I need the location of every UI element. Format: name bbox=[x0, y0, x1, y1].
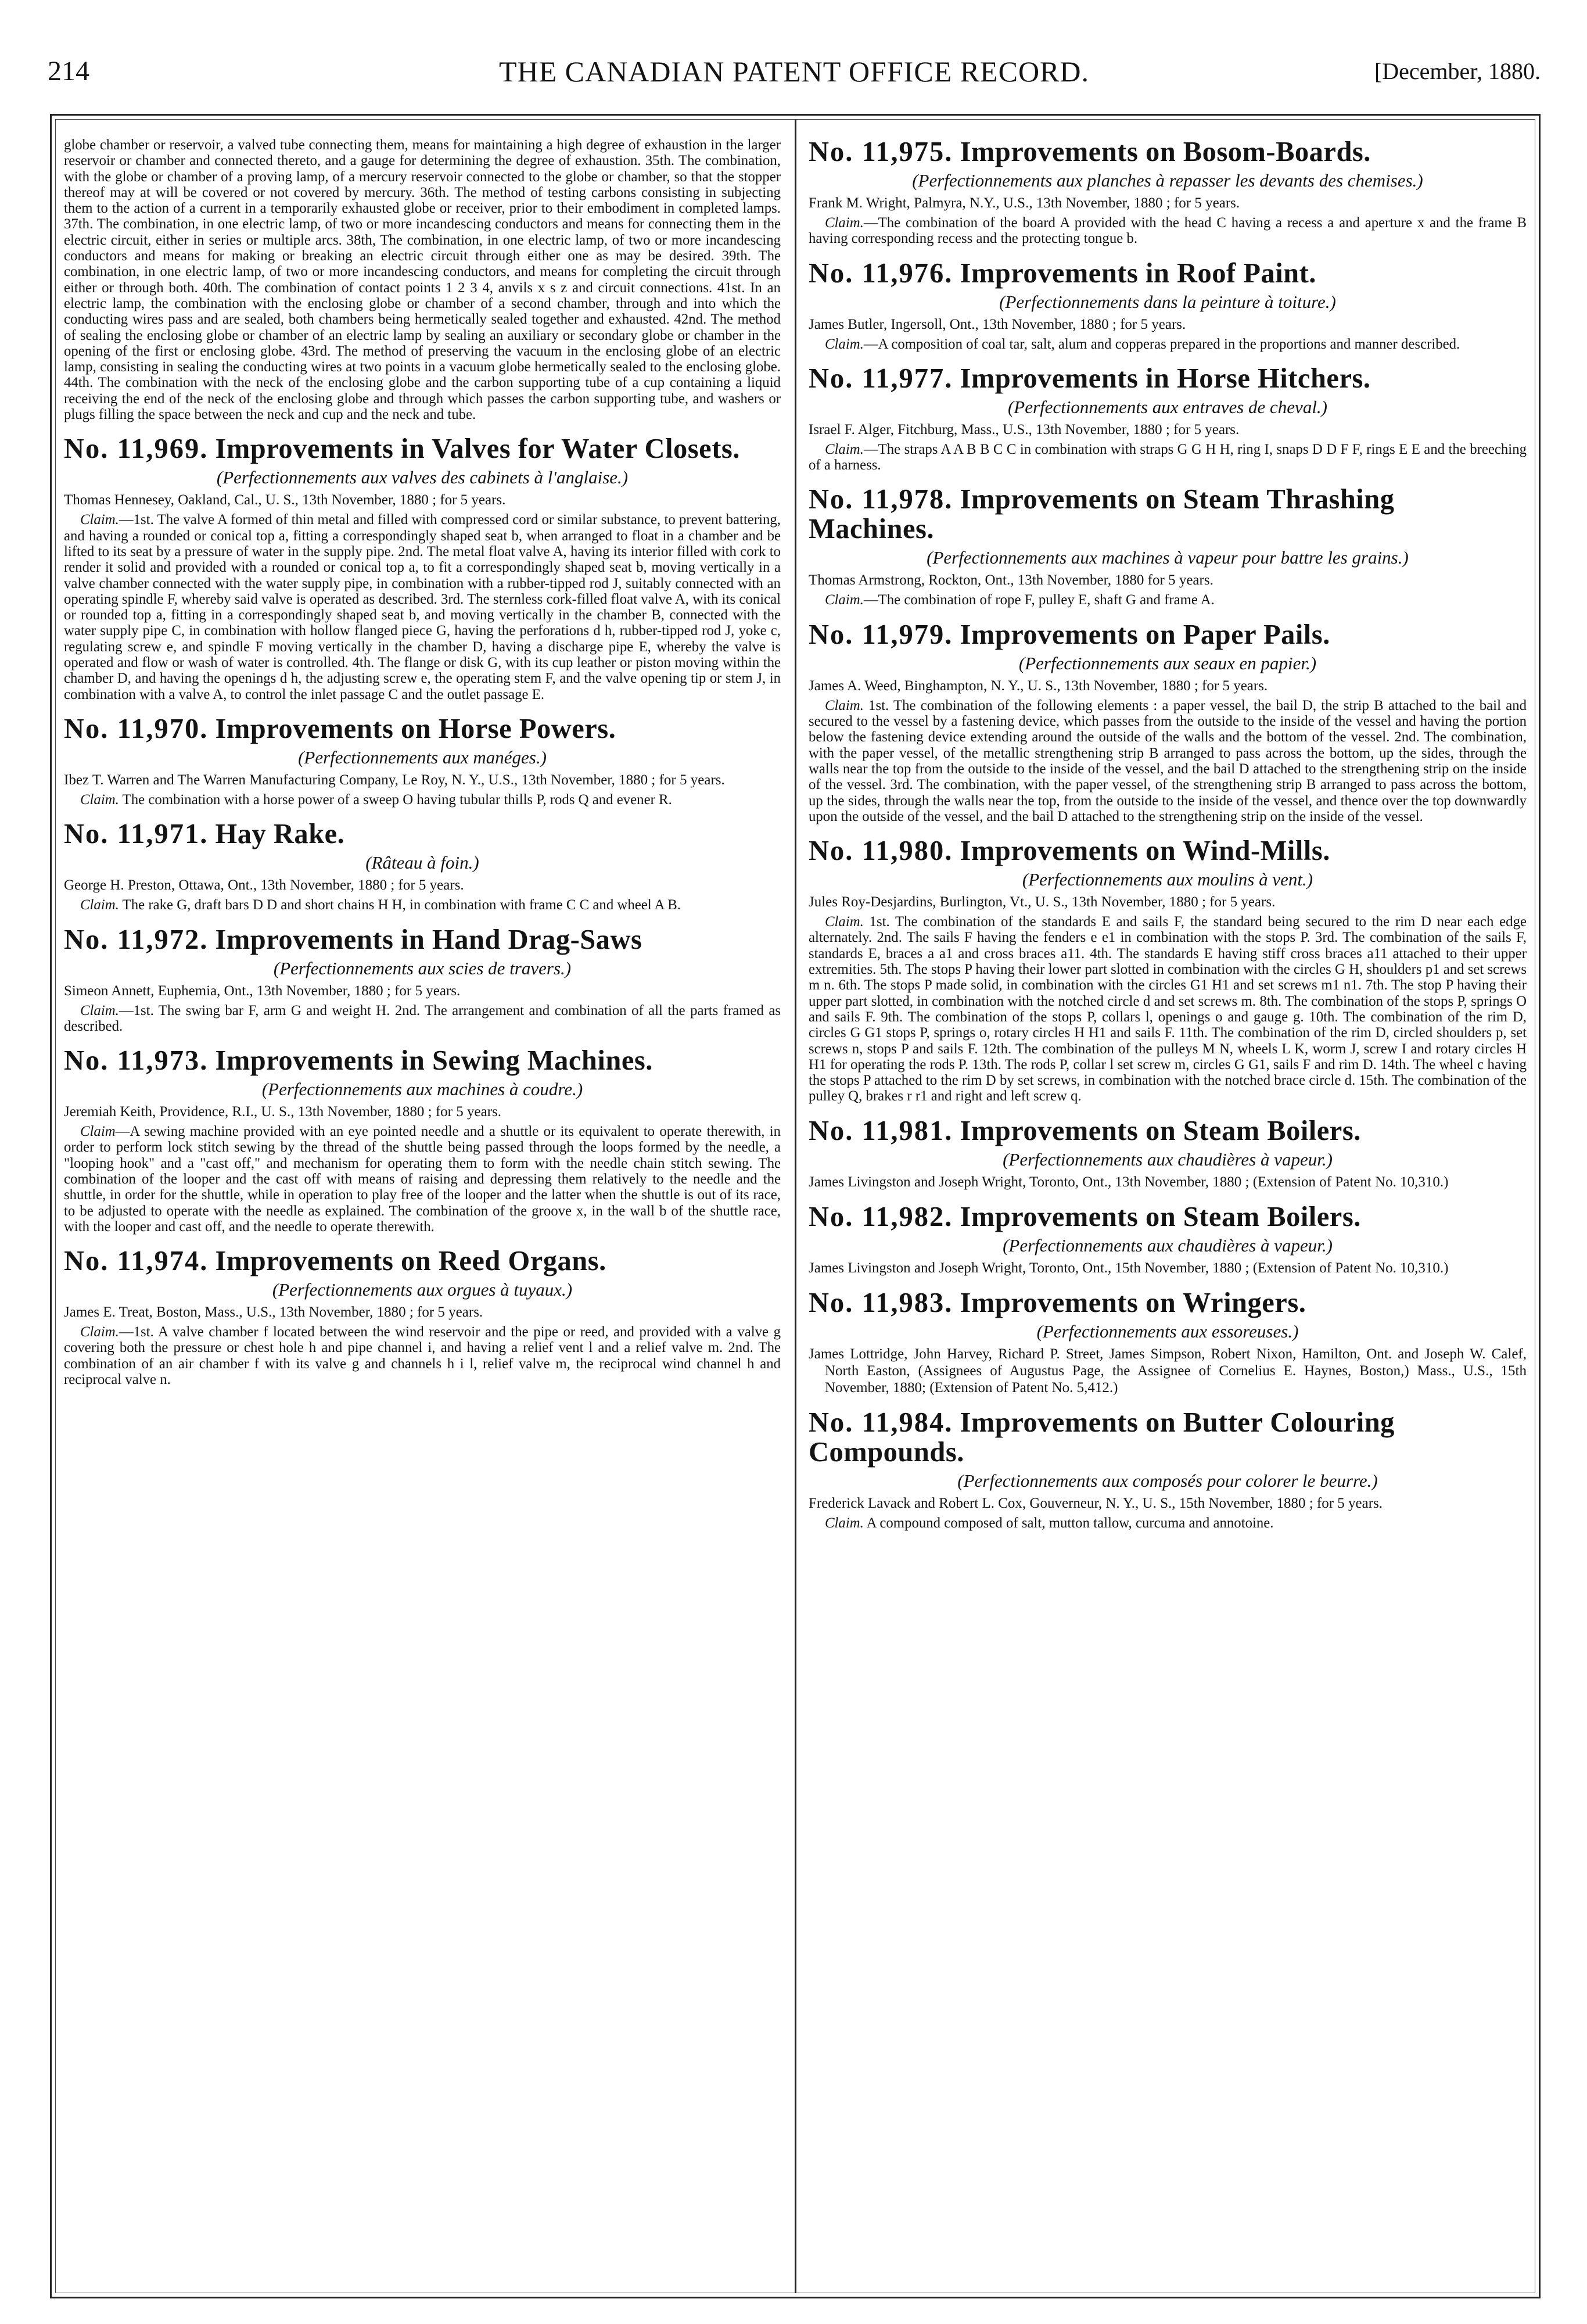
claim-text bbox=[809, 698, 1527, 824]
patent-title: Improvements in Valves for Water Closets. bbox=[215, 433, 740, 465]
french-title: (Perfectionnements aux machines à coudre.) bbox=[261, 1079, 583, 1100]
entry-heading bbox=[809, 1288, 1527, 1318]
patentee-line: James Butler, Ingersoll, Ont., 13th November, 1880 ; for 5 years. bbox=[809, 316, 1186, 332]
french-title: (Perfectionnements aux planches à repasser les devants des chemises.) bbox=[912, 170, 1423, 191]
patent-title: Improvements on Wringers. bbox=[960, 1287, 1306, 1318]
claim-text bbox=[64, 897, 781, 913]
claim-body: —1st. The swing bar F, arm G and weight H. 2nd. The arrangement and combination of all the parts framed as described. bbox=[64, 1002, 781, 1034]
left-column bbox=[64, 137, 781, 2281]
right-column bbox=[809, 137, 1527, 2281]
patent-entry bbox=[64, 925, 781, 1035]
patent-entry bbox=[809, 485, 1527, 608]
patent-title: Improvements in Horse Hitchers. bbox=[960, 363, 1371, 394]
patent-number: No. 11,980. bbox=[809, 835, 953, 867]
patent-entry bbox=[809, 1408, 1527, 1531]
continuation-text: globe chamber or reservoir, a valved tube connecting them, means for maintaining a high degree of exhaustion in the larger reservoir or chamber and connected thereto, and a gauge for determining the degree of exhaustion. 35th. The combination, with the globe or chamber of a proving lamp, of a mercury reservoir connected to the globe or chamber, so that the stopper thereof may at will be covered or not covered by mercury. 36th. The method of testing carbons consisting in subjecting them to the action of a current in a temporarily exhausted globe or receiver, prior to their embodiment in completed lamps. 37th. The combination, in one electric lamp, of two or more incandescing conductors and means for connecting them in the electric circuit, either in series or multiple arcs. 38th, The combination, in one electric lamp, of two or more incandescing conductors and means for making or breaking an electric circuit through either one as may be desired. 39th. The combination, in one electric lamp, of two or more incandescing conductors, and means for completing the circuit through either or through both. 40th. The combination of contact points 1 2 3 4, anvils x s z and circuit connections. 41st. In an electric lamp, the combination with the enclosing globe or chamber of a second chamber, through and into which the conducting wires pass and are sealed, both chambers being hermetically sealed together and exhausted. 42nd. The method of sealing the enclosing globe or chamber of an electric lamp by sealing an auxiliary or secondary globe or chamber in the opening of the first or enclosing globe. 43rd. The method of preserving the vacuum in the enclosing globe of an electric lamp, consisting in sealing the conducting wires at two points in a vacuum globe hermetically sealed to the enclosing globe. 44th. The combination with the neck of the enclosing globe and the carbon supporting tube of a cup containing a liquid receiving the end of the neck of the enclosing globe and through which passes the carbon supporting tube, and washers or plugs filling the space between the neck and cup and the neck and tube. bbox=[64, 137, 781, 423]
page-number: 214 bbox=[48, 56, 89, 87]
patentee-line: Frederick Lavack and Robert L. Cox, Gouverneur, N. Y., U. S., 15th November, 1880 ; for 5 years. bbox=[809, 1495, 1383, 1511]
entry-heading bbox=[809, 836, 1527, 866]
patent-number: No. 11,977. bbox=[809, 363, 953, 394]
claim-label: Claim. bbox=[80, 1324, 119, 1340]
patentee-line: Thomas Armstrong, Rockton, Ont., 13th November, 1880 for 5 years. bbox=[809, 572, 1213, 589]
entry-heading bbox=[809, 137, 1527, 167]
patent-number: No. 11,979. bbox=[809, 619, 953, 650]
patentee-line: Israel F. Alger, Fitchburg, Mass., U.S., 13th November, 1880 ; for 5 years. bbox=[809, 421, 1240, 437]
claim-text bbox=[64, 792, 781, 808]
claim-label: Claim. bbox=[825, 592, 864, 608]
patent-entry bbox=[809, 1116, 1527, 1190]
patent-number: No. 11,972. bbox=[64, 924, 209, 955]
patent-number: No. 11,973. bbox=[64, 1045, 209, 1077]
patent-number: No. 11,974. bbox=[64, 1246, 209, 1277]
patentee-line: James E. Treat, Boston, Mass., U.S., 13th November, 1880 ; for 5 years. bbox=[64, 1304, 483, 1321]
french-title: (Râteau à foin.) bbox=[365, 852, 479, 873]
claim-body: 1st. The combination of the following elements : a paper vessel, the bail D, the strip B attached to the bail and secured to the vessel by a fastening device, which passes from the outside to the inside of the vessel and having the portion below the fastening device extending around the outside of the walls and the bottom of the vessel. 2nd. The combination, with the paper vessel, of the metallic strengthening strip B arranged to pass across the bottom, up the sides, through the walls near the top from the outside to the inside of the vessel, and the bail D attached to the strengthening strip on the inside of the vessel. 3rd. The combination, with the paper vessel, of the strengthening strip B arranged to pass across the bottom, up the sides, through the walls near the top, from the outside to the inside of the vessel, and thence over the top downwardly upon the outside of the vessel, and the bail D attached to the strengthening strip on the inside of the vessel. bbox=[809, 697, 1527, 824]
patent-entry bbox=[809, 620, 1527, 824]
claim-text bbox=[809, 336, 1527, 352]
claim-body: The combination with a horse power of a sweep O having tubular thills P, rods Q and evener R. bbox=[119, 791, 672, 808]
french-title: (Perfectionnements aux composés pour colorer le beurre.) bbox=[957, 1470, 1378, 1491]
patent-title: Improvements on Paper Pails. bbox=[960, 619, 1330, 650]
patent-title: Improvements on Steam Boilers. bbox=[960, 1115, 1361, 1146]
patentee-line: Ibez T. Warren and The Warren Manufacturing Company, Le Roy, N. Y., U.S., 13th November, 1880 ; for 5 years. bbox=[64, 772, 725, 788]
patent-entry bbox=[809, 259, 1527, 352]
french-title: (Perfectionnements aux manéges.) bbox=[298, 747, 547, 768]
claim-label: Claim. bbox=[80, 897, 119, 913]
entry-heading bbox=[64, 714, 781, 744]
patentee-line: Frank M. Wright, Palmyra, N.Y., U.S., 13th November, 1880 ; for 5 years. bbox=[809, 195, 1240, 211]
french-title: (Perfectionnements aux machines à vapeur pour battre les grains.) bbox=[927, 547, 1409, 568]
claim-body: —A composition of coal tar, salt, alum and copperas prepared in the proportions and manner described. bbox=[863, 336, 1460, 352]
claim-label: Claim. bbox=[825, 697, 864, 713]
claim-label: Claim. bbox=[825, 441, 864, 457]
entry-heading bbox=[809, 620, 1527, 650]
claim-label: Claim. bbox=[825, 215, 864, 231]
claim-body: —A sewing machine provided with an eye pointed needle and a shuttle or its equivalent to operate therewith, in order to perform lock stitch sewing by the thread of the shuttle being passed through the loops formed by the needle, a "looping hook" and a "cast off," and mechanism for operating them to form with the needle chain stitch sewing. The combination of the looper and the cast off with means of raising and depressing them relatively to the needle and the shuttle, in order for the shuttle, while in operation to play free of the looper and the latter when the shuttle is out of its race, to be adjusted to operate with the needle as explained. The combination of the groove x, in the wall b of the shuttle race, with the looper and cast off, and the needle to operate therewith. bbox=[64, 1124, 781, 1235]
patent-entry bbox=[64, 1046, 781, 1235]
entry-heading bbox=[809, 1408, 1527, 1467]
claim-label: Claim. bbox=[80, 791, 119, 808]
french-title: (Perfectionnements aux essoreuses.) bbox=[1036, 1321, 1299, 1342]
patent-title: Improvements on Wind-Mills. bbox=[960, 835, 1330, 867]
claim-text bbox=[809, 914, 1527, 1104]
patentee-line: James A. Weed, Binghampton, N. Y., U. S., 13th November, 1880 ; for 5 years. bbox=[809, 677, 1268, 694]
entry-heading bbox=[64, 434, 781, 464]
entry-heading bbox=[64, 819, 781, 849]
patent-number: No. 11,976. bbox=[809, 257, 953, 289]
patentee-line: Jules Roy-Desjardins, Burlington, Vt., U. S., 13th November, 1880 ; for 5 years. bbox=[809, 894, 1276, 910]
claim-body: The rake G, draft bars D D and short chains H H, in combination with frame C C and wheel A B. bbox=[119, 897, 681, 913]
claim-body: —The straps A A B B C C in combination with straps G G H H, ring I, snaps D D F F, rings E E and the breeching of a harness. bbox=[809, 441, 1527, 474]
claim-text bbox=[64, 1003, 781, 1035]
entry-heading bbox=[64, 925, 781, 955]
entry-heading bbox=[809, 1116, 1527, 1146]
claim-text bbox=[809, 592, 1527, 608]
patent-entry bbox=[64, 714, 781, 808]
claim-label: Claim. bbox=[80, 1002, 119, 1018]
claim-label: Claim. bbox=[825, 1515, 864, 1531]
patent-entry bbox=[809, 137, 1527, 247]
patent-entry bbox=[64, 819, 781, 913]
left-entries bbox=[64, 434, 781, 1387]
patent-entry bbox=[809, 1288, 1527, 1396]
patentee-line: Thomas Hennesey, Oakland, Cal., U. S., 13th November, 1880 ; for 5 years. bbox=[64, 492, 506, 508]
patent-number: No. 11,983. bbox=[809, 1287, 953, 1318]
patentee-line: James Livingston and Joseph Wright, Toronto, Ont., 15th November, 1880 ; (Extension of Patent No. 10,310.) bbox=[809, 1260, 1449, 1276]
french-title: (Perfectionnements aux moulins à vent.) bbox=[1022, 869, 1313, 890]
page-header bbox=[48, 51, 1541, 92]
issue-date: [December, 1880. bbox=[1374, 58, 1541, 84]
claim-text bbox=[809, 442, 1527, 474]
entry-heading bbox=[809, 1202, 1527, 1232]
patent-title: Improvements in Hand Drag-Saws bbox=[215, 924, 642, 955]
claim-body: —1st. A valve chamber f located between the wind reservoir and the pipe or reed, and provided with a valve g covering both the pressure or chest hole h and pipe channel i, and having a relief vent l and a relief valve m. 2nd. The combination of an air chamber f with its valve g and channels h i l, relief valve m, the reciprocal wind channel h and reciprocal valve n. bbox=[64, 1324, 781, 1388]
claim-text bbox=[809, 215, 1527, 247]
patent-entry bbox=[809, 836, 1527, 1104]
patent-title: Improvements on Butter Colouring Compounds. bbox=[809, 1407, 1395, 1468]
french-title: (Perfectionnements dans la peinture à toiture.) bbox=[999, 291, 1336, 312]
patent-entry bbox=[64, 434, 781, 702]
patent-number: No. 11,969. bbox=[64, 433, 209, 465]
patent-number: No. 11,981. bbox=[809, 1115, 953, 1146]
entry-heading bbox=[809, 485, 1527, 544]
claim-text bbox=[64, 512, 781, 702]
entry-heading bbox=[809, 364, 1527, 393]
french-title: (Perfectionnements aux chaudières à vapeur.) bbox=[1003, 1235, 1333, 1256]
patent-entry bbox=[809, 1202, 1527, 1276]
patentee-line: James Livingston and Joseph Wright, Toronto, Ont., 13th November, 1880 ; (Extension of Patent No. 10,310.) bbox=[809, 1174, 1449, 1190]
patent-number: No. 11,984. bbox=[809, 1407, 953, 1438]
french-title: (Perfectionnements aux valves des cabinets à l'anglaise.) bbox=[216, 467, 629, 488]
column-divider bbox=[795, 120, 796, 2293]
entry-heading bbox=[64, 1046, 781, 1075]
french-title: (Perfectionnements aux seaux en papier.) bbox=[1018, 652, 1317, 673]
claim-text bbox=[809, 1515, 1527, 1531]
claim-text bbox=[64, 1124, 781, 1235]
patent-title: Improvements on Horse Powers. bbox=[215, 713, 616, 744]
claim-body: —The combination of rope F, pulley E, shaft G and frame A. bbox=[863, 592, 1215, 608]
patent-number: No. 11,975. bbox=[809, 137, 953, 167]
patent-title: Improvements on Steam Boilers. bbox=[960, 1201, 1361, 1232]
patent-title: Hay Rake. bbox=[215, 819, 345, 850]
claim-body: —1st. The valve A formed of thin metal and filled with compressed cord or similar substance, to prevent battering, and having a rounded or conical top a, fitting a correspondingly shaped seat b, when arranged to float in a chamber and be lifted to its seat by a pressure of water in the supply pipe. 2nd. The metal float valve A, having its interior filled with cork to render it solid and provided with a rounded or conical top a, to fit a correspondingly shaped seat b, moving vertically in a valve chamber connected with the water supply pipe, in combination with a rubber-tipped rod J, suitably connected with an operating spindle F, whereby said valve is operated as described. 3rd. The sternless cork-filled float valve A, with its conical or rounded top a, fitting in a correspondingly shaped seat b, and moving vertically in the chamber B, connected with the water supply pipe C, in combination with hollow flanged piece G, having the perforations d h, rubber-tipped rod J, yoke c, regulating screw e, and spindle F moving vertically in the chamber D, having a discharge pipe E, whereby the valve is operated and flow or wash of water is controlled. 4th. The flange or disk G, with its cup leather or piston moving within the chamber D, and having the openings d h, the adjusting screw e, the operating stem F, and the valve opening tip or stem J, in combination with a valve A, to control the inlet passage C and the outlet passage E. bbox=[64, 512, 781, 702]
patent-title: Improvements on Reed Organs. bbox=[215, 1246, 606, 1277]
claim-body: A compound composed of salt, mutton tallow, curcuma and annotoine. bbox=[863, 1515, 1274, 1531]
french-title: (Perfectionnements aux orgues à tuyaux.) bbox=[272, 1279, 573, 1300]
patent-number: No. 11,971. bbox=[64, 819, 209, 850]
patentee-line: George H. Preston, Ottawa, Ont., 13th November, 1880 ; for 5 years. bbox=[64, 877, 464, 894]
entry-heading bbox=[64, 1246, 781, 1276]
patent-entry bbox=[809, 364, 1527, 474]
patent-title: Improvements in Sewing Machines. bbox=[215, 1045, 653, 1077]
patent-title: Improvements in Roof Paint. bbox=[960, 257, 1316, 289]
patent-title: Improvements on Steam Thrashing Machines. bbox=[809, 484, 1395, 545]
patent-number: No. 11,982. bbox=[809, 1201, 953, 1232]
claim-label: Claim. bbox=[825, 914, 864, 930]
french-title: (Perfectionnements aux scies de travers.) bbox=[273, 957, 572, 978]
patent-title: Improvements on Bosom-Boards. bbox=[960, 137, 1371, 167]
patentee-line: Simeon Annett, Euphemia, Ont., 13th November, 1880 ; for 5 years. bbox=[64, 982, 461, 999]
patentee-line: James Lottridge, John Harvey, Richard P. Street, James Simpson, Robert Nixon, Hamilton, Ont. and Joseph W. Calef, North Easton, (Assignees of Augustus Page, the Assignee of Cornelius E. Haynes, Boston,) Mass., U.S., 15th November, 1880; (Extension of Patent No. 5,412.) bbox=[809, 1346, 1527, 1396]
claim-label: Claim. bbox=[825, 336, 864, 352]
patent-entry bbox=[64, 1246, 781, 1387]
claim-label: Claim bbox=[80, 1124, 116, 1140]
claim-body: —The combination of the board A provided with the head C having a recess a and aperture x and the frame B having corresponding recess and the protecting tongue b. bbox=[809, 215, 1527, 247]
patentee-line: Jeremiah Keith, Providence, R.I., U. S., 13th November, 1880 ; for 5 years. bbox=[64, 1104, 502, 1120]
patent-number: No. 11,970. bbox=[64, 713, 209, 744]
publication-title: THE CANADIAN PATENT OFFICE RECORD. bbox=[498, 55, 1090, 88]
entry-heading bbox=[809, 259, 1527, 288]
claim-body: 1st. The combination of the standards E and sails F, the standard being secured to the rim D near each edge alternately. 2nd. The sails F having the fenders e e1 in combination with the stops P. 3rd. The combination of the sails F, standards E, braces a a1 and cross braces a11. 4th. The standards E having stiff cross braces a11 attached to their upper extremities. 5th. The stops P having their lower part slotted in combination with the circles G H, shoulders p1 and set screws m n. 6th. The stops P made solid, in combination with the circles G1 H1 and set screws m1 n1. 7th. The stop P having their upper part slotted, in combination with the notched circle d and set screws m. 8th. The combination of the stops P, springs O and sails F. 9th. The combination of the stops P, collars l, openings o and gauge g. 10th. The combination of the rim D, circles G G1 stops P, springs o, rotary circles H H1 and sails F. 11th. The combination of the rim D, circled shoulders p, set screws n, stops P and sails F. 12th. The combination of the pulleys M N, wheels L K, worm J, screw I and rotary circles H H1 for operating the rods P. 13th. The rods P, collar l set screw m, circles G G1, sails F and rim D. 14th. The wheel c having the stops P attached to the rim D by set screws, in combination with the notched brace circle d. 15th. The combination of the pulley Q, brakes r r1 and right and left screw q. bbox=[809, 914, 1527, 1104]
french-title: (Perfectionnements aux entraves de cheval.) bbox=[1007, 396, 1328, 417]
patent-number: No. 11,978. bbox=[809, 484, 953, 515]
french-title: (Perfectionnements aux chaudières à vapeur.) bbox=[1003, 1149, 1333, 1170]
claim-label: Claim. bbox=[80, 512, 119, 528]
claim-text bbox=[64, 1324, 781, 1387]
right-entries bbox=[809, 137, 1527, 1531]
